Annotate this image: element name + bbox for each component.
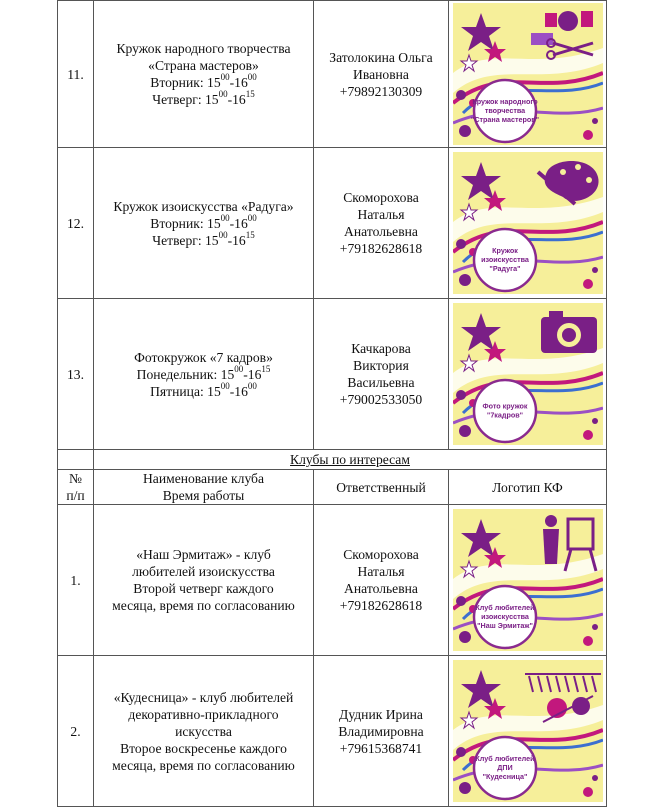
row-number bbox=[58, 656, 94, 807]
person-line: +79892130309 bbox=[339, 83, 423, 99]
start-hour: 15 bbox=[207, 383, 221, 399]
start-minutes: 00 bbox=[220, 380, 230, 391]
time-separator: - bbox=[229, 383, 235, 399]
logo-caption-line: "Кудесница" bbox=[482, 772, 527, 781]
logo-cell bbox=[449, 299, 607, 450]
description-line: месяца, время по согласованию bbox=[112, 757, 295, 773]
person-line: +79182628618 bbox=[339, 598, 423, 613]
row-number-text: 1. bbox=[70, 572, 81, 588]
row-number bbox=[58, 299, 94, 450]
logo-caption-line: Клуб любителей bbox=[474, 603, 535, 612]
logo-cell bbox=[449, 656, 607, 807]
description-line: «Наш Эрмитаж» - клуб bbox=[136, 547, 271, 562]
row-number-text: 13. bbox=[67, 366, 84, 382]
schedule-line bbox=[94, 380, 313, 400]
header-text: № bbox=[69, 471, 82, 486]
description-line: Второе воскресенье каждого bbox=[120, 740, 287, 756]
circle-name: Фотокружок «7 кадров» bbox=[134, 349, 273, 365]
logo-caption-line: Кружок bbox=[491, 246, 518, 255]
schedule-day: Вторник: bbox=[150, 215, 208, 231]
time-separator: - bbox=[243, 366, 248, 382]
table-row bbox=[58, 656, 607, 807]
row-number-text: 11. bbox=[67, 66, 84, 82]
table-row bbox=[58, 148, 607, 299]
person-line: Владимировна bbox=[338, 723, 424, 739]
person-line: Наталья bbox=[357, 564, 405, 579]
header-text: Логотип КФ bbox=[492, 479, 563, 495]
end-hour: 16 bbox=[247, 366, 262, 382]
person-line: +79182628618 bbox=[339, 241, 423, 256]
person-line: Дудник Ирина bbox=[339, 706, 423, 722]
schedule-line bbox=[94, 363, 313, 383]
person-line: +79002533050 bbox=[339, 392, 423, 407]
person-line: Скоморохова bbox=[343, 190, 419, 205]
camera-icon bbox=[541, 311, 597, 353]
circle-name: Кружок народного творчества bbox=[116, 41, 291, 56]
header-name bbox=[94, 470, 314, 505]
start-minutes: 00 bbox=[220, 72, 230, 83]
start-hour: 15 bbox=[220, 366, 235, 382]
club-logo bbox=[453, 303, 603, 445]
svg-text:Клуб любителейизоискусства"Наш bbox=[475, 603, 534, 630]
description-line: декоративно-прикладного bbox=[128, 706, 279, 722]
club-logo bbox=[453, 3, 603, 145]
logo-cell bbox=[449, 505, 607, 656]
svg-text:Фото кружок"7кадров" bbox=[482, 402, 527, 420]
person-line: Анатольевна bbox=[344, 224, 418, 239]
logo-caption-line: Клуб любителей bbox=[474, 754, 535, 763]
section-title-text: Клубы по интересам bbox=[290, 452, 410, 467]
start-minutes: 00 bbox=[218, 89, 228, 100]
responsible-person bbox=[314, 1, 449, 148]
clubs-table bbox=[57, 0, 607, 807]
circle-name: «Страна мастеров» bbox=[148, 58, 259, 73]
row-number bbox=[58, 505, 94, 656]
end-hour: 16 bbox=[234, 75, 248, 90]
end-hour: 16 bbox=[234, 383, 248, 399]
circle-name-and-schedule bbox=[94, 1, 314, 148]
schedule-line bbox=[94, 229, 313, 249]
schedule-line bbox=[94, 74, 313, 91]
logo-caption-line: Фото кружок bbox=[481, 401, 528, 411]
description-line: Второй четверг каждого bbox=[133, 581, 274, 596]
logo-caption-line: ДПИ bbox=[496, 763, 513, 772]
schedule-day: Четверг: bbox=[152, 232, 205, 248]
schedule-day: Четверг: bbox=[152, 92, 205, 107]
end-minutes: 15 bbox=[261, 363, 271, 374]
start-minutes: 00 bbox=[218, 229, 228, 240]
header-text: п/п bbox=[66, 488, 85, 503]
responsible-person bbox=[314, 656, 449, 807]
logo-caption-line: "Страна мастеров" bbox=[470, 115, 539, 124]
end-hour: 16 bbox=[234, 215, 248, 231]
schedule-line bbox=[94, 91, 313, 108]
start-hour: 15 bbox=[205, 232, 219, 248]
table-row bbox=[58, 299, 607, 450]
start-minutes: 00 bbox=[234, 363, 244, 374]
time-separator: - bbox=[229, 75, 235, 90]
person-line: Виктория bbox=[353, 358, 409, 373]
circle-name-and-schedule bbox=[94, 299, 314, 450]
row-number bbox=[58, 148, 94, 299]
table-row bbox=[58, 1, 607, 148]
schedule-day: Вторник: bbox=[150, 75, 208, 90]
end-hour: 16 bbox=[232, 92, 246, 107]
row-number-text: 2. bbox=[70, 723, 81, 739]
description-line: месяца, время по согласованию bbox=[112, 598, 295, 613]
person-line: Анатольевна bbox=[344, 581, 418, 596]
description-line: любителей изоискусства bbox=[132, 564, 275, 579]
circle-name: Кружок изоискусства «Радуга» bbox=[113, 198, 294, 214]
logo-cell bbox=[449, 1, 607, 148]
club-description bbox=[94, 505, 314, 656]
club-logo bbox=[453, 152, 603, 294]
person-line: Васильевна bbox=[347, 375, 415, 390]
header-text: Ответственный bbox=[336, 479, 426, 495]
person-line: Наталья bbox=[357, 207, 405, 222]
start-hour: 15 bbox=[207, 215, 221, 231]
start-hour: 15 bbox=[207, 75, 221, 90]
logo-cell bbox=[449, 148, 607, 299]
time-separator: - bbox=[229, 215, 235, 231]
person-line: Скоморохова bbox=[343, 547, 419, 562]
header-text: Время работы bbox=[162, 488, 245, 503]
start-hour: 15 bbox=[205, 92, 219, 107]
person-line: Качкарова bbox=[351, 341, 411, 356]
row-number bbox=[58, 1, 94, 148]
logo-caption-line: Кружок народного bbox=[471, 97, 538, 106]
schedule-day: Пятница: bbox=[150, 383, 208, 399]
end-minutes: 00 bbox=[247, 72, 257, 83]
time-separator: - bbox=[227, 92, 233, 107]
description-line: «Кудесница» - клуб любителей bbox=[113, 689, 294, 705]
start-minutes: 00 bbox=[220, 212, 230, 223]
end-minutes: 15 bbox=[245, 229, 255, 240]
header-text: Наименование клуба bbox=[142, 471, 265, 486]
description-line: искусства bbox=[175, 723, 232, 739]
schedule-line bbox=[94, 212, 313, 232]
schedule-day: Понедельник: bbox=[136, 366, 221, 382]
logo-caption-line: "7кадров" bbox=[486, 410, 523, 420]
logo-caption-line: изоискусства bbox=[480, 255, 529, 264]
section-row bbox=[58, 450, 607, 470]
end-minutes: 15 bbox=[245, 89, 255, 100]
row-number-text: 12. bbox=[67, 215, 84, 231]
header-logo bbox=[449, 470, 607, 505]
person-line: Затолокина Ольга bbox=[329, 49, 433, 65]
end-minutes: 00 bbox=[247, 380, 257, 391]
person-line: Ивановна bbox=[353, 66, 409, 82]
club-logo bbox=[453, 660, 603, 802]
header-num bbox=[58, 470, 94, 505]
circle-name-and-schedule bbox=[94, 148, 314, 299]
header-row bbox=[58, 470, 607, 505]
logo-caption-line: "Наш Эрмитаж" bbox=[476, 621, 533, 630]
end-minutes: 00 bbox=[247, 212, 257, 223]
responsible-person bbox=[314, 505, 449, 656]
logo-caption-line: "Радуга" bbox=[488, 264, 521, 273]
club-logo bbox=[453, 509, 603, 651]
person-line: +79615368741 bbox=[339, 740, 423, 756]
logo-caption-line: творчества bbox=[484, 106, 525, 115]
header-responsible bbox=[314, 470, 449, 505]
section-title bbox=[94, 450, 607, 470]
time-separator: - bbox=[227, 232, 233, 248]
logo-caption-line: изоискусства bbox=[480, 612, 529, 621]
table-row bbox=[58, 505, 607, 656]
end-hour: 16 bbox=[232, 232, 246, 248]
responsible-person bbox=[314, 299, 449, 450]
club-description bbox=[94, 656, 314, 807]
responsible-person bbox=[314, 148, 449, 299]
